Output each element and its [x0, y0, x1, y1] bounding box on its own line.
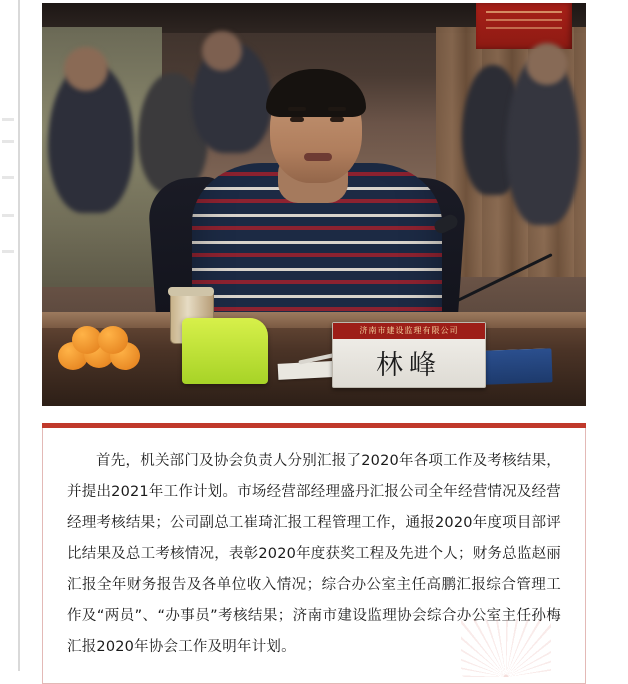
nameplate [332, 322, 486, 388]
article-photo [42, 3, 586, 406]
background-person-head [526, 43, 568, 85]
decorative-watermark [461, 619, 551, 677]
photo-scene [42, 3, 586, 406]
nameplate-company: 济南市建设监理有限公司 [333, 323, 485, 339]
left-margin-rule [18, 0, 20, 671]
subject-eye [330, 117, 344, 122]
article-paragraph: 首先，机关部门及协会负责人分别汇报了2020年各项工作及考核结果，并提出2021年工作计划。市场经营部经理盛丹汇报公司全年经营情况及经营经理考核结果；公司副总工崔琦汇报工程管理工作，通报2020年度项目部评比结果及总工考核情况，表彰2020年度获奖工程及先进个人；财务总监赵丽汇报全年财务报告及各单位收入情况；综合办公室主任高鹏汇报综合管理工作及“两员”、“办事员”考核结果；济南市建设监理协会综合办公室主任孙梅汇报2020年协会工作及明年计划。 [67, 453, 561, 655]
paper-cup-lid [168, 287, 214, 296]
background-person-head [64, 47, 108, 91]
green-bag [182, 318, 268, 384]
desk-edge [42, 312, 586, 328]
nameplate-name: 林峰 [376, 350, 442, 381]
oranges-group [58, 336, 168, 370]
red-banner [476, 3, 572, 49]
subject-eyebrow [288, 107, 306, 111]
subject-eyebrow [328, 107, 346, 111]
article-text-card [42, 423, 586, 684]
card-accent-bar [42, 423, 586, 428]
left-margin-marks [0, 0, 18, 671]
background-person-head [202, 31, 242, 71]
subject-hair [266, 69, 366, 117]
subject-eye [290, 117, 304, 122]
subject-mouth [304, 153, 332, 161]
